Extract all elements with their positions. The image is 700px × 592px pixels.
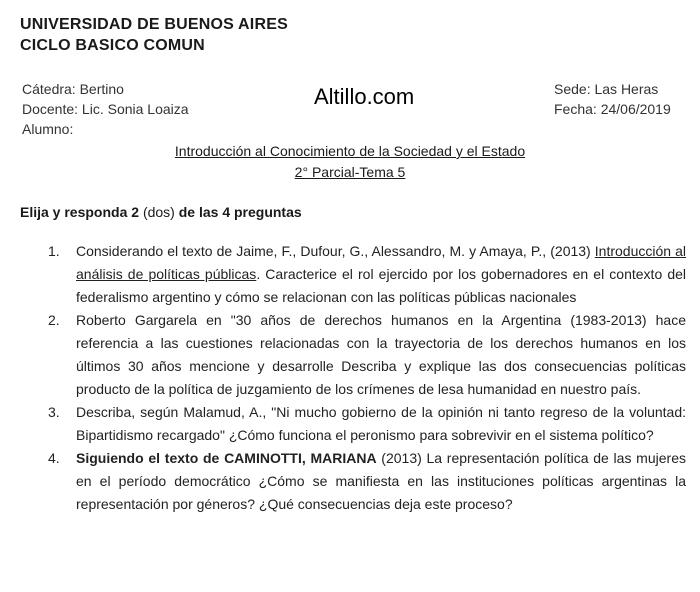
instructions-mid: (dos) — [142, 204, 175, 220]
instructions-pre: Elija y responda 2 — [20, 204, 143, 220]
exam-titles — [0, 141, 700, 183]
question-number: 2. — [48, 312, 60, 328]
watermark: Altillo.com — [314, 84, 415, 109]
question-text: (2013) La representación política de las mujeres en el período democrático ¿Cómo se manifiesta en las instituciones políticas argentinas la representación por géneros? ¿Qué consecuencias deja este proceso? — [76, 450, 686, 512]
alumno: Alumno: — [22, 121, 74, 137]
question-number: 3. — [48, 404, 60, 420]
question-text: . Caracterice el rol ejercido por los gobernadores en el contexto del federalismo argentino y cómo se relacionan con las políticas públicas nacionales — [76, 266, 687, 305]
info-right — [554, 79, 671, 119]
question-bold: Siguiendo el texto de CAMINOTTI, MARIANA — [76, 450, 377, 466]
question-text: Describa, según Malamud, A., "Ni mucho gobierno de la opinión ni tanto regreso de la voluntad: Bipartidismo recargado" ¿Cómo funciona el peronismo para sobrevivir en el sistema político? — [76, 404, 686, 443]
info-left — [22, 79, 189, 139]
catedra: Cátedra: Bertino — [22, 81, 124, 97]
university-name: UNIVERSIDAD DE BUENOS AIRES — [20, 16, 288, 33]
question-4 — [20, 447, 686, 516]
question-3 — [20, 401, 686, 447]
header — [20, 14, 288, 56]
exam-title: 2° Parcial-Tema 5 — [294, 164, 406, 180]
cycle-name: CICLO BASICO COMUN — [20, 37, 205, 54]
question-2 — [20, 309, 686, 401]
instructions — [20, 204, 302, 220]
subject-title: Introducción al Conocimiento de la Sociedad y el Estado — [174, 143, 526, 159]
question-underlined: Introducción al análisis de políticas públicas — [76, 243, 687, 282]
question-number: 1. — [48, 243, 60, 259]
sede: Sede: Las Heras — [554, 81, 659, 97]
instructions-post: de las 4 preguntas — [174, 204, 302, 220]
docente: Docente: Lic. Sonia Loaiza — [22, 101, 189, 117]
question-number: 4. — [48, 450, 60, 466]
question-text: Roberto Gargarela en "30 años de derechos humanos en la Argentina (1983-2013) hace referencia a las cuestiones relacionadas con la trayectoria de los derechos humanos en los últimos 30 años mencione y desarrolle Describa y explique las dos consecuencias políticas producto de la política de juzgamiento de los crímenes de lesa humanidad en nuestro país. — [76, 312, 686, 397]
fecha: Fecha: 24/06/2019 — [554, 101, 671, 117]
question-1 — [20, 240, 686, 309]
question-text: Considerando el texto de Jaime, F., Dufour, G., Alessandro, M. y Amaya, P., (2013) — [76, 243, 595, 259]
question-list — [20, 240, 686, 516]
